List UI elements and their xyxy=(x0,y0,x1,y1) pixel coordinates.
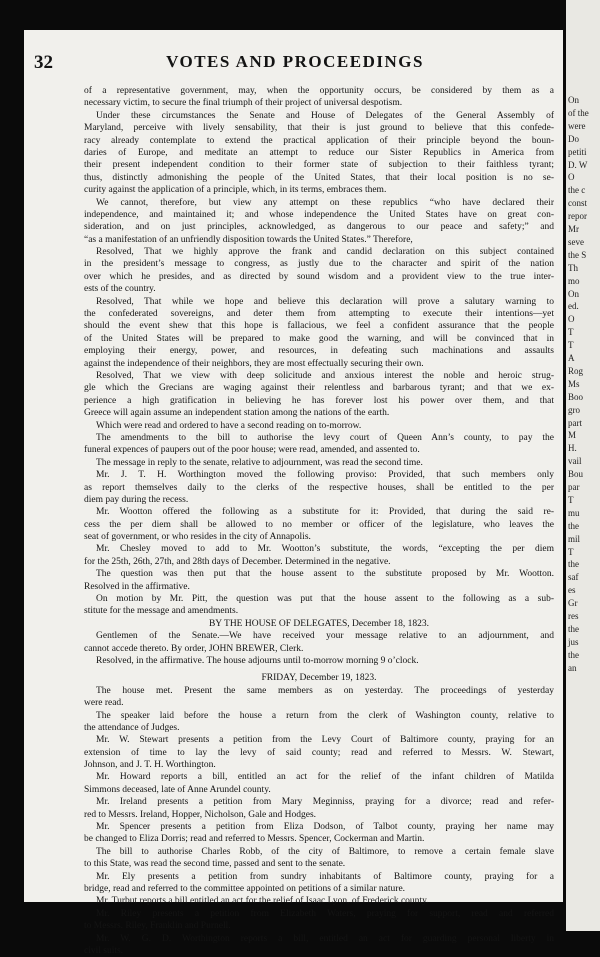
next-page-fragment: On xyxy=(568,288,579,299)
next-page-fragment: the xyxy=(568,520,579,531)
next-page-fragment: Mr xyxy=(568,224,579,234)
next-page-fragment: part xyxy=(568,417,582,428)
next-page-fragment: the xyxy=(568,623,579,634)
next-page-fragment: T xyxy=(568,494,574,505)
text-line: civil suits. xyxy=(84,945,124,956)
text-line: The message in reply to the senate, relative to adjournment, was read the second time. xyxy=(96,457,423,468)
text-line: The amendments to the bill to authorise the levy court of Queen Ann’s county, to pay the xyxy=(96,432,554,443)
next-page-fragment: Boo xyxy=(568,391,584,402)
text-line: were read. xyxy=(84,698,124,709)
body-text xyxy=(84,85,554,957)
next-page-fragment: Gr xyxy=(568,598,578,609)
text-line: to this State, was read the second time, passed and sent to the senate. xyxy=(84,859,346,870)
next-page-fragment: mu xyxy=(568,507,580,518)
text-line: BY THE HOUSE OF DELEGATES, December 18, 1823. xyxy=(208,618,430,629)
page-header xyxy=(34,52,556,78)
text-line: Which were read and ordered to have a second reading on to-morrow. xyxy=(96,420,362,431)
next-page-fragment: Do xyxy=(568,133,579,144)
next-page-fragment: par xyxy=(568,482,580,492)
text-line: of a representative government, may, when the opportunity occurs, be considered by them as a xyxy=(84,86,554,96)
next-page-fragment: petiti xyxy=(568,146,587,157)
text-line: sideration, and on just principles, acknowledged, as dangerous to our peace and safety;” and xyxy=(84,222,554,233)
next-page-fragment: Ms xyxy=(568,378,580,389)
text-line: Under these circumstances the Senate and House of Delegates of the General Assembly of xyxy=(96,110,554,121)
next-page-fragment: T xyxy=(568,340,574,351)
text-line: Resolved, That we view with deep solicitude and anxious interest the noble and heroic strug- xyxy=(96,370,554,381)
text-line: Resolved, That we highly approve the frank and candid declaration on this subject contained xyxy=(96,247,554,258)
text-line: Mr. W. G. D. Worthington reports a bill, entitled an act for guarding personal liberty in xyxy=(96,933,554,944)
text-line: bridge, read and referred to the committee appointed on petitions of a similar nature. xyxy=(84,884,406,894)
text-line: cannot accede thereto. By order, JOHN BREWER, Clerk. xyxy=(84,643,304,654)
text-line: stitute for the message and amendments. xyxy=(84,606,239,617)
next-page-fragment: the c xyxy=(568,185,586,196)
text-line: be changed to Eliza Dorris; read and referred to Messrs. Spencer, Cockerman and Martin. xyxy=(84,834,425,845)
text-line: should the event shew that this hope is fallacious, we feel a confident assurance that the people xyxy=(84,321,554,332)
text-line: extension of time to lay the levy of said county; read and referred to Messrs. W. Stewart, xyxy=(84,747,554,758)
text-line: diem pay during the recess. xyxy=(84,494,189,505)
next-page-fragment: ed. xyxy=(568,301,579,312)
text-line: independence, and maintained it; and whose independence the United States have on great con- xyxy=(84,209,554,220)
text-line: in the president’s message to congress, as justly due to the character and spirit of the nation xyxy=(84,259,554,270)
next-page-fragment: jus xyxy=(568,636,579,647)
next-page-fragment: repor xyxy=(568,211,587,222)
text-line: Mr. Ely presents a petition from sundry inhabitants of Baltimore county, praying for a xyxy=(96,871,554,882)
text-line: The bill to authorise Charles Robb, of the city of Baltimore, to remove a certain female slave xyxy=(96,846,554,857)
text-line: “as a manifestation of an unfriendly disposition towards the United States.” Therefore, xyxy=(84,234,413,245)
text-line: of the United States will be prepared to make good the warning, and will be convinced that in xyxy=(84,333,554,344)
next-page-fragment: M xyxy=(568,430,577,441)
text-line: Mr. Spencer presents a petition from Eliza Dodson, of Talbot county, praying her name may xyxy=(96,822,554,833)
next-page-fragment: T xyxy=(568,327,574,338)
text-line: to Messrs. Riley, Franklin and Purnell. xyxy=(84,921,231,932)
next-page-fragment: On xyxy=(568,95,579,105)
text-line: The house met. Present the same members as on yesterday. The proceedings of yesterday xyxy=(96,685,554,696)
next-page-fragment: A xyxy=(568,353,575,363)
text-line: Greece will again assume an independent station among the nations of the earth. xyxy=(84,408,390,419)
text-line: the confederated sovereigns, and deter them from attempting to execute their intentions—yet xyxy=(84,309,554,320)
document-page xyxy=(24,30,563,956)
text-line: Mr. Chesley moved to add to Mr. Wootton’s substitute, the words, “excepting the per diem xyxy=(96,544,554,555)
next-page-fragment: es xyxy=(568,585,576,596)
text-line: their present independent condition to their former state of subjection to their faithless tyrant; xyxy=(84,160,554,171)
text-line: over which he presides, and as directed by sound wisdom and a provident view to the true inter- xyxy=(84,271,554,282)
next-page-fragment: vail xyxy=(568,456,582,467)
text-line: gle which the Grecians are waging against their relentless and barbarous tyrant; and that we ex- xyxy=(84,383,554,394)
next-page-fragment: the S xyxy=(568,249,587,260)
next-page-fragment: T xyxy=(568,546,574,557)
text-line: perience a high gratification in believing he has forever lost his power over them, and that xyxy=(84,395,554,406)
next-page-fragment: Bou xyxy=(568,469,584,480)
next-page-fragment: the xyxy=(568,559,579,570)
text-line: The question was then put that the house assent to the substitute proposed by Mr. Wootton. xyxy=(96,569,554,580)
text-line: cess the per diem shall be allowed to no member or officer of the legislature, who leaves the xyxy=(84,519,554,530)
text-line: red to Messrs. Ireland, Hopper, Nicholson, Gale and Hodges. xyxy=(84,809,317,820)
text-line: Mr. Howard reports a bill, entitled an act for the relief of the infant children of Matilda xyxy=(96,772,554,783)
text-line: Simmons deceased, late of Anne Arundel county. xyxy=(84,784,271,795)
next-page-fragment: seve xyxy=(568,236,584,247)
text-line: Resolved, That while we hope and believe this declaration will prove a salutary warning to xyxy=(96,296,554,307)
next-page-fragment: const xyxy=(568,198,587,209)
next-page-fragment: of the xyxy=(568,107,589,118)
text-line: Mr. Turbut reports a bill entitled an act for the relief of Isaac Lyon, of Frederick county. xyxy=(96,896,429,907)
text-line: Resolved, in the affirmative. The house adjourns until to-morrow morning 9 o’clock. xyxy=(96,655,419,666)
text-line: the attendance of Judges. xyxy=(84,722,180,733)
next-page-fragment: Rog xyxy=(568,365,584,376)
text-line: The speaker laid before the house a return from the clerk of Washington county, relative to xyxy=(96,710,554,721)
text-line: against the independence of their neighbors, they are most effectually securing their own. xyxy=(84,358,424,369)
text-line: as report themselves daily to the clerks of the respective houses, shall be entitled to the per xyxy=(84,482,554,493)
next-page-fragment: Th xyxy=(568,262,578,273)
text-line: Maryland, perceive with lively sensability, that their is just ground to believe that this confede- xyxy=(84,123,554,134)
text-line: seat of government, or who resides in the city of Annapolis. xyxy=(84,532,311,543)
text-line: Mr. Riley presents a petition from Elizabeth Waters, praying for support, read and referred xyxy=(96,908,554,919)
next-page-fragment: H. xyxy=(568,443,577,454)
next-page-fragment: mo xyxy=(568,275,580,286)
next-page-fragment: saf xyxy=(568,572,579,583)
next-page-fragment: D. W xyxy=(568,159,588,170)
next-page-fragment: gro xyxy=(568,404,580,415)
text-line: Mr. Wootton offered the following as a substitute for it: Provided, that during the said re- xyxy=(96,507,554,518)
next-page-fragment: an xyxy=(568,662,577,673)
page-number: 32 xyxy=(34,52,53,73)
text-line: FRIDAY, December 19, 1823. xyxy=(261,673,377,684)
text-line: necessary victim, to secure the final triumph of their project of universal despotism. xyxy=(84,98,403,109)
text-line: daries of Europe, and meditate an attempt to reduce our Sister Republics in America from xyxy=(84,147,554,158)
text-line: Mr. J. T. H. Worthington moved the following proviso: Provided, that such members only xyxy=(96,470,554,481)
text-line: Johnson, and J. T. H. Worthington. xyxy=(84,760,216,771)
text-line: curity against the application of a principle, which, in its terms, embraces them. xyxy=(84,185,387,196)
text-line: for the 25th, 26th, 27th, and 28th days of December. Determined in the negative. xyxy=(84,556,391,567)
text-line: thus, distinctly admonishing the people of the United States, that their local position is no se- xyxy=(84,172,554,183)
text-line: We cannot, therefore, but view any attempt on these republics “who have declared their xyxy=(96,197,554,208)
next-page-fragment: were xyxy=(568,120,586,131)
text-line: Resolved in the affirmative. xyxy=(84,581,190,592)
next-page-edge xyxy=(566,0,600,931)
next-page-fragment: the xyxy=(568,649,579,660)
next-page-fragment: res xyxy=(568,611,579,621)
next-page-fragment: mil xyxy=(568,533,581,544)
text-line: employing their energy, power, and resources, in defeating such machinations and assaults xyxy=(84,346,554,357)
text-line: funeral expences of paupers out of the poor house; were read, amended, and assented to. xyxy=(84,445,420,456)
text-line: racy already contemplate to extend the practical application of their principle beyond the boun- xyxy=(84,135,554,146)
text-line: On motion by Mr. Pitt, the question was put that the house assent to the following as a sub- xyxy=(96,594,554,605)
text-line: ests of the country. xyxy=(84,284,156,295)
next-page-fragment: O xyxy=(568,314,575,325)
text-line: Mr. W. Stewart presents a petition from the Levy Court of Baltimore county, praying for an xyxy=(96,735,554,746)
text-line: Gentlemen of the Senate.—We have received your message relative to an adjournment, and xyxy=(96,631,554,642)
running-head: VOTES AND PROCEEDINGS xyxy=(166,52,424,71)
next-page-fragment: O xyxy=(568,172,575,183)
text-line: Mr. Ireland presents a petition from Mary Meginniss, praying for a divorce; read and refer- xyxy=(96,797,554,808)
